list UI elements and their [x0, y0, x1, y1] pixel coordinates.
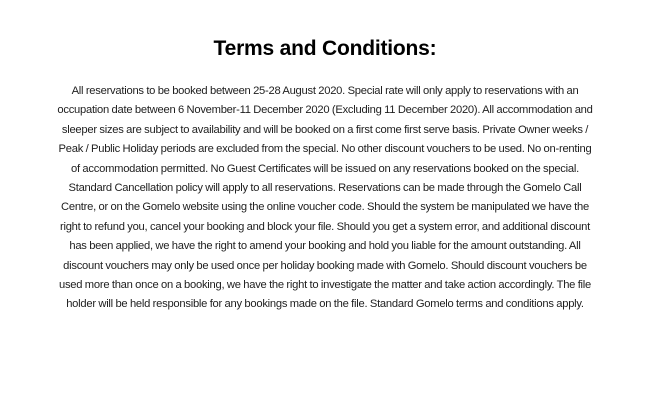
page-title: Terms and Conditions:: [213, 37, 437, 60]
terms-body-text: All reservations to be booked between 25-28 August 2020. Special rate will only apply to reservations with an occupation date between 6 November-11 December 2020 (Excluding 11 December 2020). All accommodation and sleeper sizes are subject to availability and will be booked on a first come first serve basis. Private Owner weeks / Peak / Public Holiday periods are excluded from the special. No other discount vouchers to be used. No on-renting of accommodation permitted. No Guest Certificates will be issued on any reservations booked on the special. Standard Cancellation policy will apply to all reservations. Reservations can be made through the Gomelo Call Centre, or on the Gomelo website using the online voucher code. Should the system be manipulated we have the right to refund you, cancel your booking and block your file. Should you get a system error, and additional discount has been applied, we have the right to amend your booking and hold you liable for the amount outstanding. All discount vouchers may only be used once per holiday booking made with Gomelo. Should discount vouchers be used more than once on a booking, we have the right to investigate the matter and take action accordingly. The file holder will be held responsible for any bookings made on the file. Standard Gomelo terms and conditions apply.: [57, 85, 593, 311]
